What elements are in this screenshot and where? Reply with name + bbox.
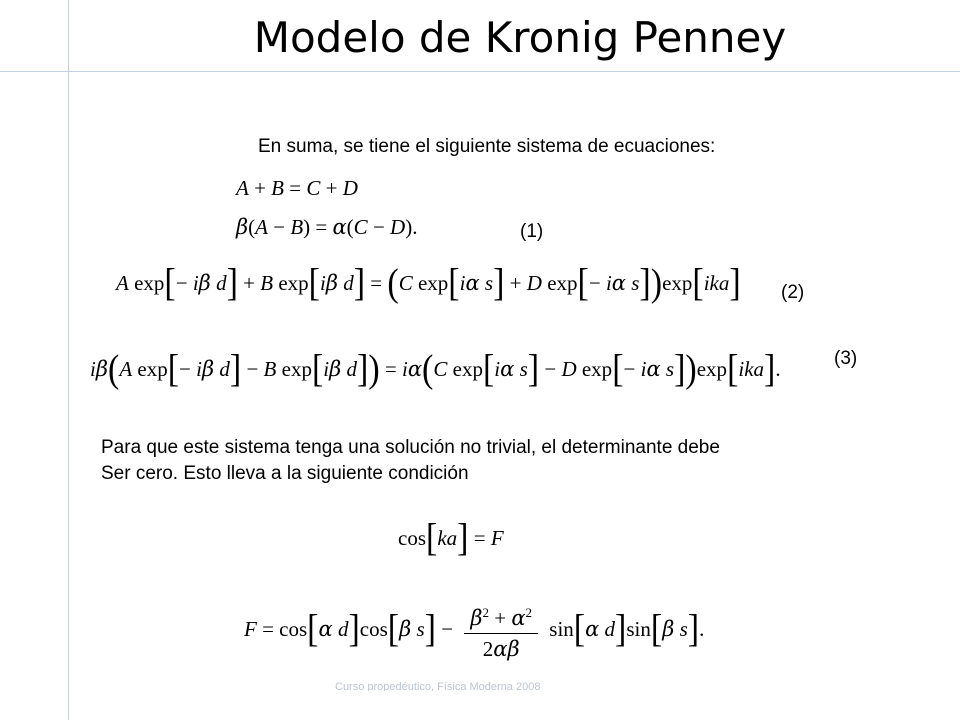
- condition-paragraph: [101, 435, 891, 487]
- equation-cos-ka: cos[ka] = F: [398, 517, 504, 560]
- slide-horizontal-rule: [0, 71, 960, 72]
- slide-vertical-rule: [68, 0, 69, 720]
- fraction: $\frac{\beta^2 + \alpha^2}{2\alpha\beta}$: [464, 598, 538, 664]
- equation-2: A exp[− iβ d] + B exp[iβ d] = (C exp[iα s] + D exp[− iα s])exp[ika]: [116, 262, 741, 305]
- equation-F: F = cos[α d]cos[β s] − $\frac{\beta^2 + \alpha^2}{2\alpha\beta}$ sin[α d]sin[β s].: [244, 598, 704, 664]
- slide-title: Modelo de Kronig Penney: [253, 13, 787, 62]
- equation-a: A + B = C + D: [236, 176, 358, 200]
- equation-3-label: (3): [834, 348, 858, 369]
- equation-2-label: (2): [781, 282, 805, 303]
- paragraph-line-2: Ser cero. Esto lleva a la siguiente condición: [101, 463, 469, 484]
- paragraph-line-1: Para que este sistema tenga una solución no trivial, el determinante debe: [101, 437, 720, 458]
- slide-footer: Curso propedéutico, Física Moderna 2008: [335, 681, 541, 691]
- equation-3: iβ(A exp[− iβ d] − B exp[iβ d]) = iα(C exp[iα s] − D exp[− iα s])exp[ika].: [90, 348, 781, 391]
- intro-text: En suma, se tiene el siguiente sistema de ecuaciones:: [258, 136, 716, 157]
- equation-1-label: (1): [520, 221, 544, 242]
- equation-b: β(A − B) = α(C − D).: [236, 215, 418, 239]
